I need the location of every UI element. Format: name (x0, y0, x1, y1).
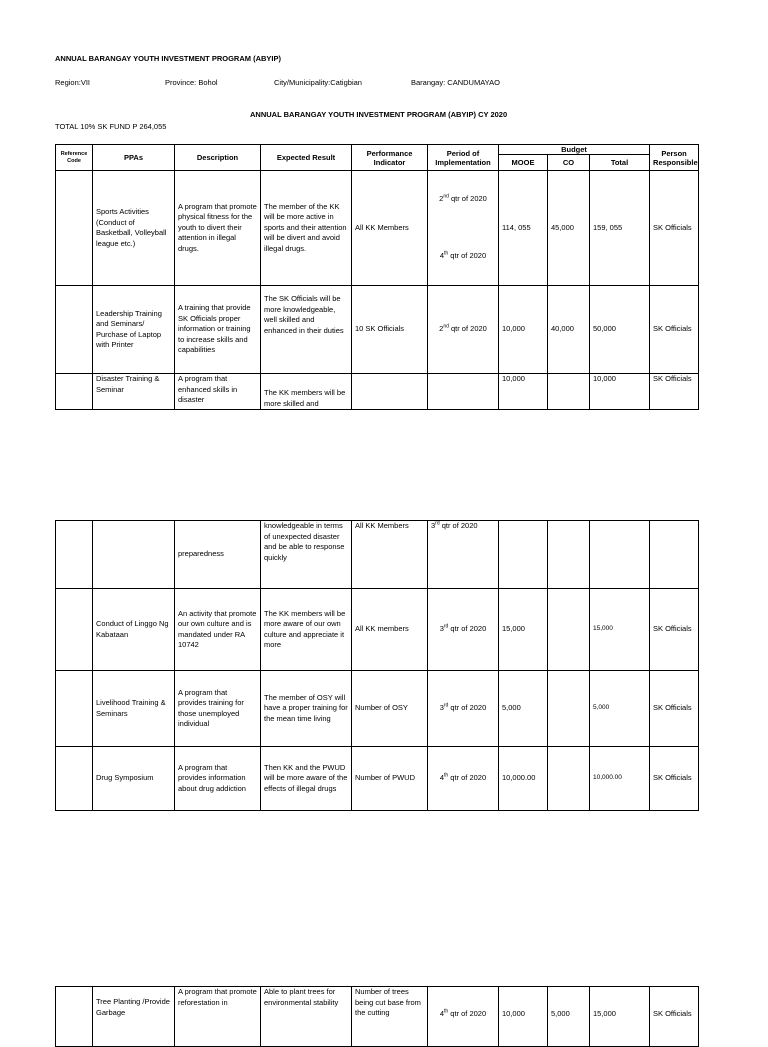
period-end: 4th qtr of 2020 (439, 250, 487, 261)
co-cell: 45,000 (548, 171, 590, 286)
total-cell: 15,000 (590, 987, 650, 1047)
mooe-cell: 15,000 (499, 589, 548, 671)
person-responsible-cell: SK Officials (650, 171, 699, 286)
person-responsible-cell: SK Officials (650, 747, 699, 811)
performance-indicator-cell: All KK Members (352, 171, 428, 286)
ref-code-cell (56, 671, 93, 747)
ppas-cell: Livelihood Training & Seminars (93, 671, 175, 747)
total-cell: 10,000 (590, 374, 650, 410)
expected-result-cell: The member of the KK will be more active in sports and their attention will be divert and avoid illegal drugs. (261, 171, 352, 286)
ppas-cell: Sports Activities (Conduct of Basketball, Volleyball league etc.) (93, 171, 175, 286)
person-responsible-cell: SK Officials (650, 286, 699, 374)
description-cell: A program that provides information about drug addiction (175, 747, 261, 811)
person-responsible-cell (650, 521, 699, 589)
province-label: Province: Bohol (165, 78, 218, 87)
co-cell: 40,000 (548, 286, 590, 374)
header-co: CO (548, 155, 590, 171)
period-cell: 4th qtr of 2020 (428, 747, 499, 811)
barangay-label: Barangay: CANDUMAYAO (411, 78, 500, 87)
ppas-cell: Disaster Training & Seminar (93, 374, 175, 410)
doc-title: ANNUAL BARANGAY YOUTH INVESTMENT PROGRAM (ABYIP) (55, 54, 281, 63)
ref-code-cell (56, 987, 93, 1047)
person-responsible-cell: SK Officials (650, 374, 699, 410)
performance-indicator-cell: Number of OSY (352, 671, 428, 747)
header-description: Description (175, 145, 261, 171)
abyip-table-page2 (55, 520, 699, 811)
description-cell: An activity that promote our own culture and is mandated under RA 10742 (175, 589, 261, 671)
description-cell: A program that enhanced skills in disaster (175, 374, 261, 410)
table-row (56, 521, 699, 589)
performance-indicator-cell: Number of PWUD (352, 747, 428, 811)
ppas-cell: Leadership Training and Seminars/ Purchase of Laptop with Printer (93, 286, 175, 374)
description-cell: A program that promote physical fitness for the youth to divert their attention in illegal drugs. (175, 171, 261, 286)
mooe-cell: 114, 055 (499, 171, 548, 286)
performance-indicator-cell: All KK members (352, 589, 428, 671)
ref-code-cell (56, 286, 93, 374)
ref-code-cell (56, 747, 93, 811)
ref-code-cell (56, 589, 93, 671)
expected-result-cell: Then KK and the PWUD will be more aware of the effects of illegal drugs (261, 747, 352, 811)
header-period: Period of Implementation (428, 145, 499, 171)
mooe-cell: 10,000 (499, 987, 548, 1047)
ppas-cell: Tree Planting /Provide Garbage (93, 987, 175, 1047)
table-row (56, 374, 699, 410)
mooe-cell: 10,000.00 (499, 747, 548, 811)
total-cell: 5,000 (590, 671, 650, 747)
period-cell: 3rd qtr of 2020 (428, 589, 499, 671)
person-responsible-cell: SK Officials (650, 589, 699, 671)
period-cell (428, 374, 499, 410)
description-cell: A training that provide SK Officials proper information or training to increase skills and capabilities (175, 286, 261, 374)
mooe-cell: 10,000 (499, 374, 548, 410)
ppas-cell (93, 521, 175, 589)
total-cell: 159, 055 (590, 171, 650, 286)
description-cell: preparedness (175, 521, 261, 589)
header-total: Total (590, 155, 650, 171)
table-row (56, 671, 699, 747)
performance-indicator-cell: Number of trees being cut base from the cutting (352, 987, 428, 1047)
period-cell: 4th qtr of 2020 (428, 987, 499, 1047)
doc-subtitle: ANNUAL BARANGAY YOUTH INVESTMENT PROGRAM (ABYIP) CY 2020 (250, 110, 508, 119)
expected-result-cell: Able to plant trees for environmental stability (261, 987, 352, 1047)
total-cell: 15,000 (590, 589, 650, 671)
co-cell: 5,000 (548, 987, 590, 1047)
city-label: City/Municipality:Catigbian (274, 78, 362, 87)
header-reference-code: Reference Code (56, 145, 93, 171)
total-cell: 50,000 (590, 286, 650, 374)
period-start: 2nd qtr of 2020 (439, 193, 487, 204)
co-cell (548, 589, 590, 671)
performance-indicator-cell: 10 SK Officials (352, 286, 428, 374)
co-cell (548, 521, 590, 589)
period-cell: 3rd qtr of 2020 (428, 671, 499, 747)
table-row (56, 747, 699, 811)
mooe-cell (499, 521, 548, 589)
performance-indicator-cell: All KK Members (352, 521, 428, 589)
total-cell: 10,000.00 (590, 747, 650, 811)
period-cell: 2nd qtr of 2020 (428, 286, 499, 374)
person-responsible-cell: SK Officials (650, 987, 699, 1047)
region-label: Region:VII (55, 78, 91, 87)
expected-result-cell: knowledgeable in terms of unexpected disaster and be able to response quickly (261, 521, 352, 589)
co-cell (548, 747, 590, 811)
table-row (56, 987, 699, 1047)
ppas-cell: Conduct of Linggo Ng Kabataan (93, 589, 175, 671)
total-fund: TOTAL 10% SK FUND P 264,055 (55, 122, 167, 131)
description-cell: A program that provides training for those unemployed individual (175, 671, 261, 747)
header-performance-indicator: Performance Indicator (352, 145, 428, 171)
header-budget: Budget (499, 145, 650, 155)
period-cell (428, 171, 499, 286)
abyip-table-page1 (55, 144, 699, 410)
table-row (56, 589, 699, 671)
person-responsible-cell: SK Officials (650, 671, 699, 747)
table-row (56, 171, 699, 286)
performance-indicator-cell (352, 374, 428, 410)
header-expected-result: Expected Result (261, 145, 352, 171)
mooe-cell: 5,000 (499, 671, 548, 747)
header-ppas: PPAs (93, 145, 175, 171)
table-row (56, 286, 699, 374)
expected-result-cell: The member of OSY will have a proper training for the mean time living (261, 671, 352, 747)
period-cell: 3rd qtr of 2020 (428, 521, 499, 589)
header-mooe: MOOE (499, 155, 548, 171)
co-cell (548, 671, 590, 747)
ppas-cell: Drug Symposium (93, 747, 175, 811)
total-cell (590, 521, 650, 589)
ref-code-cell (56, 521, 93, 589)
expected-result-cell: The KK members will be more skilled and (261, 374, 352, 410)
ref-code-cell (56, 374, 93, 410)
co-cell (548, 374, 590, 410)
header-person-responsible: Person Responsible (650, 145, 699, 171)
ref-code-cell (56, 171, 93, 286)
abyip-table-page3 (55, 986, 699, 1047)
expected-result-cell: The KK members will be more aware of our own culture and appreciate it more (261, 589, 352, 671)
description-cell: A program that promote reforestation in (175, 987, 261, 1047)
expected-result-cell: The SK Officials will be more knowledgeable, well skilled and enhanced in their duties (261, 286, 352, 374)
mooe-cell: 10,000 (499, 286, 548, 374)
